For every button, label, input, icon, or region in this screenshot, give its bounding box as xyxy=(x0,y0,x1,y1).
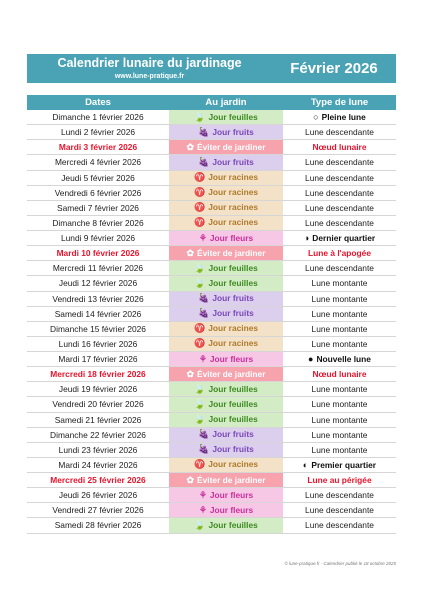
leaf-icon: 🍃 xyxy=(194,519,206,530)
moon-type-label: Lune montante xyxy=(311,429,368,440)
table-row xyxy=(27,443,396,458)
row-moon-type xyxy=(283,443,396,457)
leaf-icon: 🍃 xyxy=(194,414,206,424)
row-date: Mercredi 4 février 2026 xyxy=(54,157,142,168)
moon-type-label: Lune montante xyxy=(311,399,368,410)
garden-activity-label: Jour fleurs xyxy=(209,353,254,364)
moon-type-label: Lune montante xyxy=(311,414,368,425)
table-row xyxy=(27,367,396,382)
row-moon-type xyxy=(283,155,396,169)
row-moon-type xyxy=(283,307,396,321)
month-title: Février 2026 xyxy=(290,60,378,77)
garden-activity-label: Jour racines xyxy=(208,338,259,349)
leaf-icon: 🍃 xyxy=(194,111,206,122)
table-row xyxy=(27,307,396,322)
column-header-dates: Dates xyxy=(85,97,111,108)
row-garden-activity xyxy=(169,155,283,169)
row-moon-type xyxy=(283,503,396,517)
garden-activity-label: Éviter de jardiner xyxy=(197,474,266,485)
root-icon: ♈ xyxy=(193,202,206,213)
row-garden-activity xyxy=(169,503,283,517)
row-date: Mardi 10 février 2026 xyxy=(56,248,140,259)
moon-type-label: Lune descendante xyxy=(305,157,374,168)
garden-activity-label: Jour fleurs xyxy=(209,489,254,500)
row-moon-type xyxy=(283,201,396,215)
row-moon-type xyxy=(283,428,396,442)
row-moon-type xyxy=(283,488,396,502)
garden-activity-label: Jour fruits xyxy=(212,444,254,455)
row-moon-type xyxy=(283,261,396,275)
new-moon-icon: ● xyxy=(308,354,314,364)
table-row xyxy=(27,292,396,307)
row-garden-activity xyxy=(169,307,283,321)
column-header-garden: Au jardin xyxy=(205,97,247,108)
avoid-icon: ✿ xyxy=(186,474,195,485)
table-row xyxy=(27,231,396,246)
garden-activity-label: Jour fruits xyxy=(212,308,254,319)
garden-activity-label: Éviter de jardiner xyxy=(197,247,266,258)
row-moon-type xyxy=(283,216,396,230)
moon-type-label: Nouvelle lune xyxy=(316,354,371,364)
row-garden-activity xyxy=(169,473,283,487)
row-moon-type xyxy=(283,140,396,154)
moon-type-label: Lune à l'apogée xyxy=(308,248,371,259)
garden-activity-label: Jour racines xyxy=(208,217,259,228)
row-garden-activity xyxy=(169,261,283,275)
avoid-icon: ✿ xyxy=(186,141,195,152)
site-url[interactable]: www.lune-pratique.fr xyxy=(114,73,185,80)
row-date: Mardi 3 février 2026 xyxy=(58,142,138,153)
row-garden-activity xyxy=(169,216,283,230)
garden-activity-label: Jour feuilles xyxy=(208,262,258,273)
row-date: Lundi 23 février 2026 xyxy=(58,444,138,455)
flower-icon: ⚘ xyxy=(198,504,207,515)
row-date: Lundi 2 février 2026 xyxy=(60,127,136,138)
row-date: Vendredi 13 février 2026 xyxy=(52,293,144,304)
row-garden-activity xyxy=(169,458,283,472)
row-garden-activity xyxy=(169,292,283,306)
grapes-icon: 🍇 xyxy=(198,156,210,167)
table-row xyxy=(27,140,396,155)
row-garden-activity xyxy=(169,186,283,200)
table-row xyxy=(27,397,396,412)
garden-activity-label: Jour racines xyxy=(208,172,259,182)
moon-type-label: Nœud lunaire xyxy=(312,142,367,153)
row-moon-type xyxy=(283,337,396,351)
grapes-icon: 🍇 xyxy=(198,429,210,440)
row-moon-type xyxy=(283,518,396,532)
row-garden-activity xyxy=(169,246,283,260)
grapes-icon: 🍇 xyxy=(198,126,210,137)
table-row xyxy=(27,201,396,216)
row-moon-type xyxy=(283,413,396,427)
row-garden-activity xyxy=(169,171,283,185)
row-moon-type xyxy=(283,397,396,411)
table-header xyxy=(27,95,396,110)
row-moon-type xyxy=(283,186,396,200)
garden-activity-label: Jour feuilles xyxy=(208,519,258,530)
row-date: Vendredi 6 février 2026 xyxy=(54,187,142,198)
row-garden-activity xyxy=(169,428,283,442)
row-moon-type xyxy=(283,171,396,185)
row-moon-type xyxy=(283,231,396,245)
garden-activity-label: Jour racines xyxy=(208,187,259,198)
row-moon-type xyxy=(283,110,396,124)
row-garden-activity xyxy=(169,413,283,427)
garden-activity-label: Jour racines xyxy=(208,323,259,334)
root-icon: ♈ xyxy=(193,459,206,470)
row-date: Mardi 24 février 2026 xyxy=(58,459,138,470)
row-date: Jeudi 26 février 2026 xyxy=(58,490,138,501)
table-row xyxy=(27,186,396,201)
table-row xyxy=(27,352,396,367)
table-row xyxy=(27,337,396,352)
table-row xyxy=(27,261,396,276)
garden-activity-label: Jour feuilles xyxy=(208,111,258,122)
row-date: Dimanche 22 février 2026 xyxy=(50,429,146,440)
moon-type-label: Lune descendante xyxy=(305,263,374,274)
row-date: Vendredi 27 février 2026 xyxy=(52,505,144,516)
moon-type-label: Lune descendante xyxy=(305,505,374,516)
row-moon-type xyxy=(283,352,396,366)
table-row xyxy=(27,473,396,488)
moon-type-label: Lune descendante xyxy=(305,172,374,183)
garden-activity-label: Jour racines xyxy=(208,459,259,470)
table-row xyxy=(27,413,396,428)
row-garden-activity xyxy=(169,125,283,139)
row-date: Mercredi 11 février 2026 xyxy=(52,263,144,274)
moon-type-label: Nœud lunaire xyxy=(312,369,367,380)
moon-type-label: Lune montante xyxy=(311,384,368,395)
grapes-icon: 🍇 xyxy=(198,444,210,455)
row-garden-activity xyxy=(169,367,283,381)
avoid-icon: ✿ xyxy=(186,247,195,258)
row-date: Samedi 7 février 2026 xyxy=(57,202,139,213)
leaf-icon: 🍃 xyxy=(194,398,206,409)
garden-activity-label: Jour fleurs xyxy=(209,504,254,515)
row-moon-type xyxy=(283,458,396,472)
table-row xyxy=(27,382,396,397)
row-date: Jeudi 19 février 2026 xyxy=(58,384,138,395)
moon-type-label: Lune montante xyxy=(311,338,368,349)
table-row xyxy=(27,125,396,140)
row-date: Lundi 9 février 2026 xyxy=(60,233,136,243)
row-garden-activity xyxy=(169,382,283,396)
row-garden-activity xyxy=(169,201,283,215)
table-row xyxy=(27,428,396,443)
row-garden-activity xyxy=(169,140,283,154)
row-garden-activity xyxy=(169,518,283,532)
garden-activity-label: Jour fruits xyxy=(212,126,254,137)
row-moon-type xyxy=(283,125,396,139)
row-date: Dimanche 15 février 2026 xyxy=(50,323,146,334)
row-date: Samedi 28 février 2026 xyxy=(54,520,142,531)
moon-type-label: Lune descendante xyxy=(305,202,374,213)
row-date: Jeudi 5 février 2026 xyxy=(61,172,135,183)
table-row xyxy=(27,518,396,533)
moon-type-label: Lune montante xyxy=(311,444,368,455)
garden-activity-label: Jour fruits xyxy=(212,429,254,440)
garden-activity-label: Jour feuilles xyxy=(208,414,258,424)
row-date: Mercredi 18 février 2026 xyxy=(50,369,146,380)
grapes-icon: 🍇 xyxy=(198,308,210,319)
moon-type-label: Lune descendante xyxy=(305,187,374,198)
row-garden-activity xyxy=(169,337,283,351)
row-garden-activity xyxy=(169,397,283,411)
row-date: Samedi 21 février 2026 xyxy=(54,414,142,425)
moon-type-label: Lune montante xyxy=(311,278,368,289)
root-icon: ♈ xyxy=(193,338,206,349)
table-row xyxy=(27,458,396,473)
moon-type-label: Lune descendante xyxy=(305,217,374,228)
footer-credit: © lune-pratique.fr - Calendrier publié le 18 octobre 2025 xyxy=(284,561,396,566)
leaf-icon: 🍃 xyxy=(194,383,206,394)
row-date: Lundi 16 février 2026 xyxy=(58,338,138,349)
moon-type-label: Lune au périgée xyxy=(307,475,372,485)
table-row xyxy=(27,276,396,291)
root-icon: ♈ xyxy=(193,217,206,228)
moon-type-label: Dernier quartier xyxy=(312,233,376,243)
first-quarter-icon: ◐ xyxy=(302,459,309,470)
row-date: Dimanche 8 février 2026 xyxy=(52,217,144,228)
garden-activity-label: Éviter de jardiner xyxy=(197,141,266,152)
avoid-icon: ✿ xyxy=(186,368,195,379)
leaf-icon: 🍃 xyxy=(194,262,206,273)
garden-activity-label: Jour feuilles xyxy=(208,398,258,409)
grapes-icon: 🍇 xyxy=(198,293,210,303)
root-icon: ♈ xyxy=(193,323,206,334)
row-moon-type xyxy=(283,246,396,260)
table-row xyxy=(27,322,396,337)
row-garden-activity xyxy=(169,322,283,336)
garden-activity-label: Éviter de jardiner xyxy=(197,368,266,379)
moon-type-label: Lune montante xyxy=(311,308,368,319)
row-moon-type xyxy=(283,322,396,336)
garden-activity-label: Jour fleurs xyxy=(209,232,254,243)
root-icon: ♈ xyxy=(193,172,206,182)
moon-type-label: Pleine lune xyxy=(321,112,366,122)
moon-type-label: Lune descendante xyxy=(305,520,374,531)
row-moon-type xyxy=(283,473,396,487)
row-date: Samedi 14 février 2026 xyxy=(54,308,142,319)
moon-type-label: Lune descendante xyxy=(305,490,374,501)
row-garden-activity xyxy=(169,352,283,366)
row-garden-activity xyxy=(169,443,283,457)
row-date: Dimanche 1 février 2026 xyxy=(52,112,144,122)
row-date: Vendredi 20 février 2026 xyxy=(52,399,144,410)
root-icon: ♈ xyxy=(193,187,206,198)
row-garden-activity xyxy=(169,231,283,245)
garden-activity-label: Jour fruits xyxy=(212,293,254,303)
calendar-title: Calendrier lunaire du jardinage xyxy=(57,56,242,70)
table-row xyxy=(27,171,396,186)
row-date: Mercredi 25 février 2026 xyxy=(50,475,146,485)
table-row xyxy=(27,503,396,518)
flower-icon: ⚘ xyxy=(198,489,207,500)
calendar-header xyxy=(27,54,396,83)
moon-type-label: Premier quartier xyxy=(311,459,377,470)
last-quarter-icon: ◑ xyxy=(303,233,310,243)
row-garden-activity xyxy=(169,276,283,290)
garden-activity-label: Jour racines xyxy=(208,202,259,213)
moon-type-label: Lune montante xyxy=(311,293,368,304)
full-moon-icon: ○ xyxy=(313,112,319,122)
lunar-calendar-table xyxy=(27,95,396,534)
table-row xyxy=(27,246,396,261)
column-header-moon-type: Type de lune xyxy=(310,97,369,108)
table-row xyxy=(27,110,396,125)
row-moon-type xyxy=(283,292,396,306)
table-row xyxy=(27,155,396,170)
row-garden-activity xyxy=(169,110,283,124)
moon-type-label: Lune montante xyxy=(311,323,368,334)
leaf-icon: 🍃 xyxy=(194,277,206,288)
row-date: Mardi 17 février 2026 xyxy=(58,354,138,364)
row-date: Jeudi 12 février 2026 xyxy=(58,278,138,289)
row-moon-type xyxy=(283,382,396,396)
row-garden-activity xyxy=(169,488,283,502)
flower-icon: ⚘ xyxy=(198,353,207,364)
flower-icon: ⚘ xyxy=(198,232,207,243)
table-row xyxy=(27,488,396,503)
garden-activity-label: Jour feuilles xyxy=(208,277,258,288)
moon-type-label: Lune descendante xyxy=(305,127,374,138)
row-moon-type xyxy=(283,367,396,381)
table-row xyxy=(27,216,396,231)
table-body xyxy=(27,110,396,534)
garden-activity-label: Jour fruits xyxy=(212,156,254,167)
garden-activity-label: Jour feuilles xyxy=(208,383,258,394)
row-moon-type xyxy=(283,276,396,290)
